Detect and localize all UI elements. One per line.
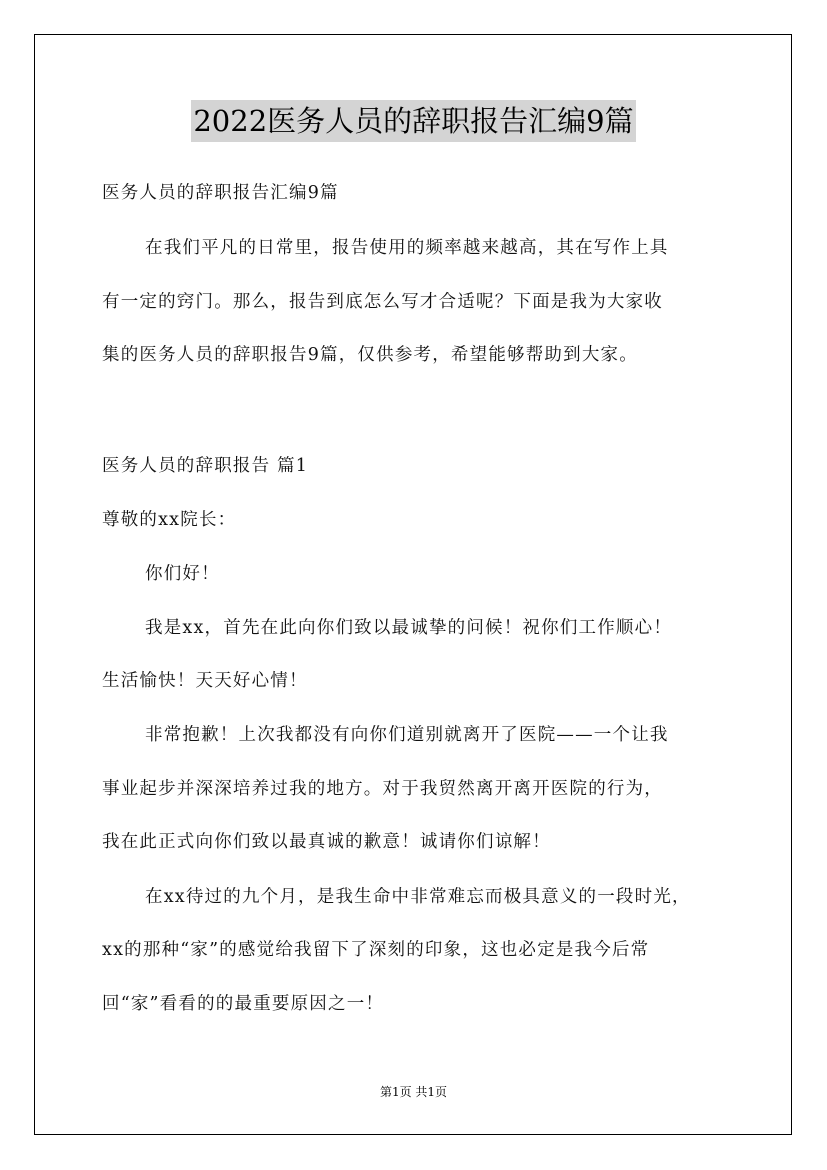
greeting: 你们好！ xyxy=(145,564,220,584)
document-title: 2022医务人员的辞职报告汇编9篇 xyxy=(191,100,635,142)
title-container xyxy=(0,100,827,142)
paragraph-2-line-2: 事业起步并深深培养过我的地方。对于我贸然离开离开医院的行为， xyxy=(102,779,663,799)
intro-line-2: 有一定的窍门。那么，报告到底怎么写才合适呢？下面是我为大家收 xyxy=(102,292,663,312)
intro-line-1: 在我们平凡的日常里，报告使用的频率越来越高，其在写作上具 xyxy=(145,238,669,258)
paragraph-2-line-1: 非常抱歉！上次我都没有向你们道别就离开了医院——一个让我 xyxy=(145,725,669,745)
intro-line-3: 集的医务人员的辞职报告9篇，仅供参考，希望能够帮助到大家。 xyxy=(102,345,638,365)
document-subtitle: 医务人员的辞职报告汇编9篇 xyxy=(102,183,339,203)
paragraph-3-line-3: 回“家”看看的的最重要原因之一！ xyxy=(102,994,385,1014)
paragraph-2-line-3: 我在此正式向你们致以最真诚的歉意！诚请你们谅解！ xyxy=(102,832,551,852)
salutation: 尊敬的xx院长： xyxy=(102,510,237,530)
paragraph-3-line-1: 在xx待过的九个月，是我生命中非常难忘而极具意义的一段时光， xyxy=(145,887,691,907)
paragraph-3-line-2: xx的那种“家”的感觉给我留下了深刻的印象，这也必定是我今后常 xyxy=(102,940,650,960)
paragraph-1-line-2: 生活愉快！天天好心情！ xyxy=(102,671,308,691)
paragraph-1-line-1: 我是xx，首先在此向你们致以最诚挚的问候！祝你们工作顺心！ xyxy=(145,618,673,638)
section-heading: 医务人员的辞职报告 篇1 xyxy=(102,456,309,476)
page-footer: 第1页 共1页 xyxy=(379,1085,448,1099)
